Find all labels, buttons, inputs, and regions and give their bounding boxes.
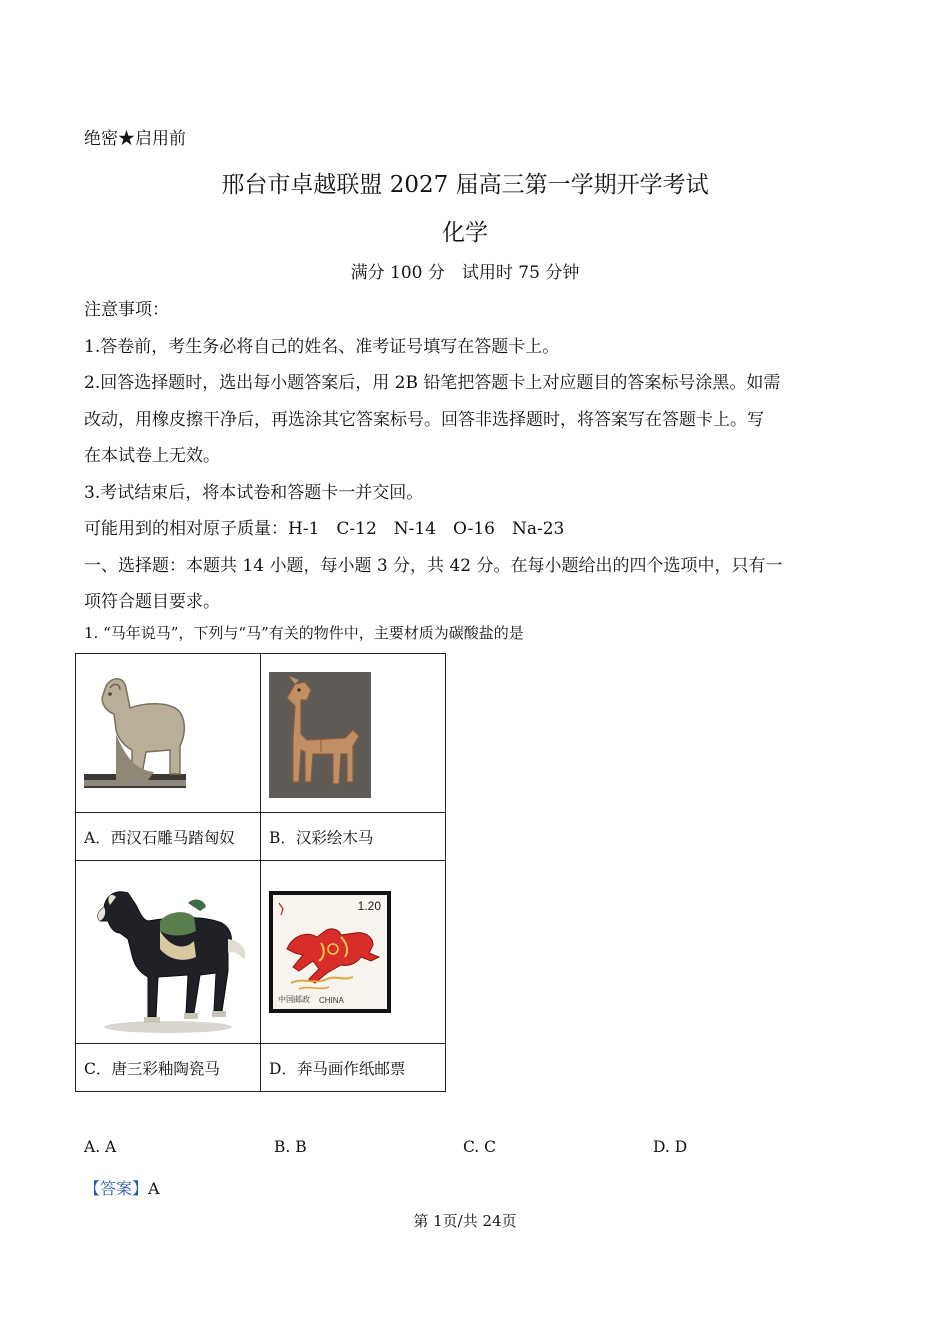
stone-horse-image xyxy=(76,654,252,812)
score-time-line: 满分 100 分 试用时 75 分钟 xyxy=(350,263,580,283)
choice-b[interactable]: B. B xyxy=(274,1138,307,1156)
answer-value: A xyxy=(148,1179,160,1198)
choice-d[interactable]: D. D xyxy=(653,1138,688,1156)
option-b-image-cell xyxy=(261,654,446,813)
atomic-mass-line: 可能用到的相对原子质量：H-1 C-12 N-14 O-16 Na-23 xyxy=(84,519,565,539)
note-item-2-line-1: 2.回答选择题时，选出每小题答案后，用 2B 铅笔把答题卡上对应题目的答案标号涂黑。如需 xyxy=(84,373,781,393)
notes-heading: 注意事项： xyxy=(84,300,169,320)
option-d-image-cell xyxy=(261,861,446,1044)
note-item-3: 3.考试结束后，将本试卷和答题卡一并交回。 xyxy=(84,482,424,503)
notes-section xyxy=(84,292,846,621)
options-table xyxy=(75,653,446,1092)
note-item-2-line-3: 在本试卷上无效。 xyxy=(84,446,220,466)
section-instruction-line-2: 项符合题目要求。 xyxy=(84,592,220,612)
sancai-horse-image xyxy=(76,861,252,1043)
option-a-label: A．西汉石雕马踏匈奴 xyxy=(76,813,261,861)
question-1-stem: 1. “马年说马”，下列与“马”有关的物件中，主要材质为碳酸盐的是 xyxy=(84,624,524,642)
exam-title: 邢台市卓越联盟 2027 届高三第一学期开学考试 xyxy=(221,172,709,198)
answer-line xyxy=(84,1176,160,1199)
choice-c[interactable]: C. C xyxy=(463,1138,497,1156)
stamp-country-cn: 中国邮政 xyxy=(278,995,310,1004)
section-instruction-line-1: 一、选择题：本题共 14 小题，每小题 3 分，共 42 分。在每小题给出的四个选项中，只有一 xyxy=(84,555,783,576)
confidential-mark: 绝密★启用前 xyxy=(84,129,186,149)
option-c-label: C．唐三彩釉陶瓷马 xyxy=(76,1044,261,1092)
option-d-label: D．奔马画作纸邮票 xyxy=(261,1044,446,1092)
wooden-horse-image xyxy=(261,654,437,812)
option-c-image-cell xyxy=(76,861,261,1044)
answer-tag: 【答案】 xyxy=(84,1179,149,1198)
page-footer: 第 1页/共 24页 xyxy=(413,1212,517,1230)
choice-a[interactable]: A. A xyxy=(84,1138,117,1156)
subject-title: 化学 xyxy=(442,220,488,246)
note-item-2-line-2: 改动，用橡皮擦干净后，再选涂其它答案标号。回答非选择题时，将答案写在答题卡上。写 xyxy=(84,409,764,430)
note-item-1: 1.答卷前，考生务必将自己的姓名、准考证号填写在答题卡上。 xyxy=(84,336,560,357)
horse-stamp xyxy=(269,891,391,1013)
stamp-country-en: CHINA xyxy=(319,996,344,1005)
option-a-image-cell xyxy=(76,654,261,813)
stamp-value: 1.20 xyxy=(357,899,381,913)
option-b-label: B．汉彩绘木马 xyxy=(261,813,446,861)
